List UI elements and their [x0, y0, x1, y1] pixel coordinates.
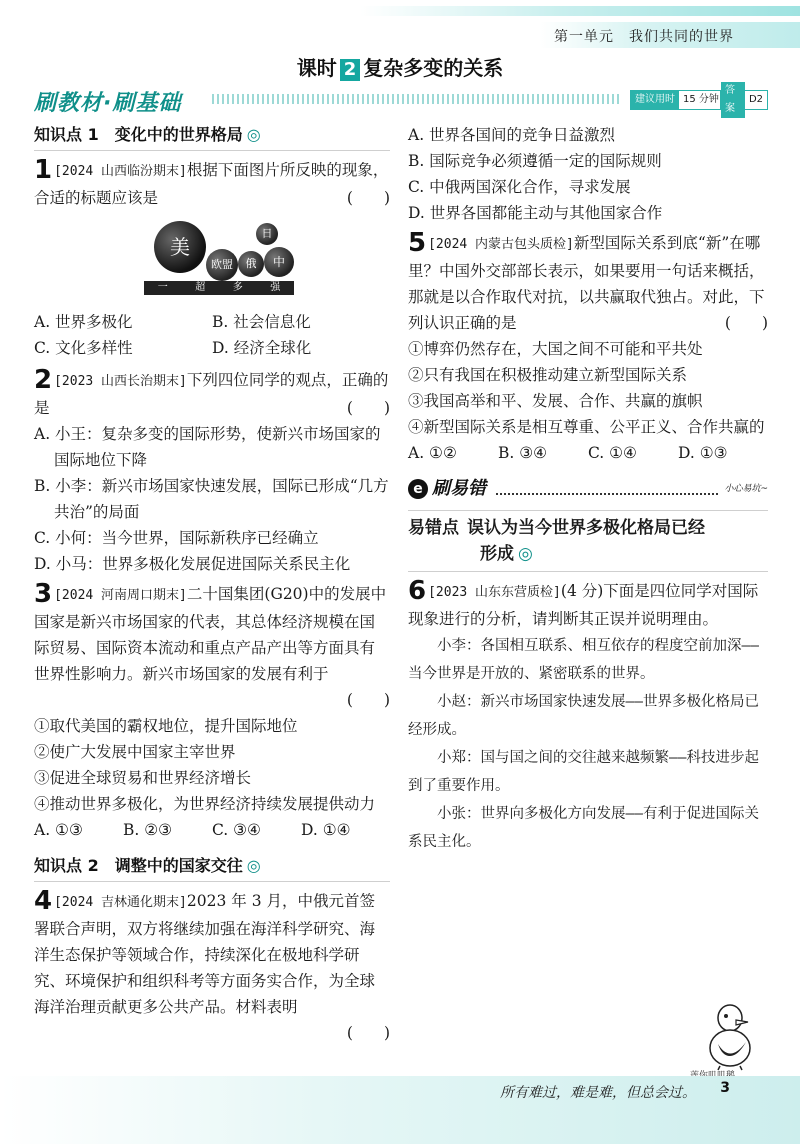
- top-decor-band: [0, 0, 800, 22]
- figure-ball-china: 中: [264, 247, 294, 277]
- option-c[interactable]: C. ①④: [588, 444, 637, 462]
- question-number: 2: [34, 365, 53, 395]
- option-a[interactable]: A. 世界多极化: [34, 313, 133, 331]
- knowledge-point-1: [34, 122, 390, 151]
- lesson-title: [0, 52, 800, 81]
- figure-ball-japan: 日: [256, 223, 278, 245]
- shelf-char: 多: [232, 282, 243, 293]
- option-a[interactable]: A. ①③: [34, 821, 83, 839]
- section-banner: [34, 85, 768, 116]
- answer-value: D2: [748, 94, 763, 105]
- answer-blank: ( ): [724, 314, 768, 332]
- option-c[interactable]: C. 小何：当今世界，国际新秩序已经确立: [34, 529, 319, 547]
- question-4-options: [408, 122, 768, 226]
- statement-2: ②只有我国在积极推动建立新型国际关系: [408, 366, 688, 384]
- question-5: [408, 230, 768, 466]
- question-number: 4: [34, 886, 53, 916]
- option-row: [34, 817, 390, 843]
- question-4: [34, 888, 390, 1046]
- brand-label: 刷教材·刷基础: [34, 91, 182, 116]
- option-row: [34, 309, 390, 335]
- statement-3: ③我国高举和平、发展、合作、共赢的旗帜: [408, 392, 703, 410]
- question-stem: 根据下面图片所反映的现象，合适的标题应该是: [34, 161, 389, 207]
- statement-4: ④推动世界多极化，为世界经济持续发展提供动力: [34, 795, 376, 813]
- option-a[interactable]: A. 小王：复杂多变的国际形势，使新兴市场国家的国际地位下降: [34, 425, 381, 469]
- question-6: [408, 578, 768, 856]
- option-row: [408, 440, 768, 466]
- target-icon: ◎: [246, 125, 261, 144]
- option-d[interactable]: D. 经济全球化: [212, 339, 312, 357]
- shelf-char: 强: [270, 282, 281, 293]
- left-column: [34, 122, 390, 1046]
- answer-blank: ( ): [346, 399, 390, 417]
- time-value: 15 分钟: [683, 94, 719, 105]
- question-source: [2023 山东东营质检]: [428, 585, 561, 600]
- question-number: 3: [34, 579, 53, 609]
- statement-3: ③促进全球贸易和世界经济增长: [34, 769, 252, 787]
- multipolar-figure: [144, 221, 294, 301]
- option-c[interactable]: C. 中俄两国深化合作，寻求发展: [408, 178, 631, 196]
- question-stem: 2023 年 3 月，中俄元首签署联合声明，双方将继续加强在海洋科学研究、海洋生态保护等领域合作，持续深化在极地科学研究、环境保护和组织科考等方面务实合作，为全球海洋治理贡献更多公共产品。材料表明: [34, 892, 376, 1016]
- figure-shelf: [144, 281, 294, 295]
- lesson-number: 2: [340, 59, 361, 81]
- easy-mistake-banner: [408, 476, 768, 502]
- option-d[interactable]: D. 小马：世界多极化发展促进国际关系民主化: [34, 555, 351, 573]
- banner-stripes: [212, 94, 622, 104]
- kp2-label: 知识点 2 调整中的国家交往: [34, 856, 243, 875]
- knowledge-point-2: [34, 853, 390, 882]
- option-row: [34, 335, 390, 361]
- shelf-char: 一: [157, 282, 168, 293]
- question-stem: 新型国际关系到底“新”在哪里？中国外交部部长表示，如果要用一句话来概括，那就是以合作取代对抗，以共赢取代独占。对此，下列认识正确的是: [408, 234, 765, 332]
- option-c[interactable]: C. 文化多样性: [34, 339, 133, 357]
- statement-1: ①取代美国的霸权地位，提升国际地位: [34, 717, 298, 735]
- duck-mascot-icon: [700, 1000, 760, 1072]
- answer-box: [720, 85, 768, 114]
- opinion-zhao: 小赵：新兴市场国家快速发展——世界多极化格局已经形成。: [408, 694, 759, 738]
- question-source: [2024 山西临汾期末]: [54, 164, 187, 179]
- statement-1: ①博弈仍然存在，大国之间不可能和平共处: [408, 340, 703, 358]
- option-b[interactable]: B. 小李：新兴市场国家快速发展，国际已形成“几方共治”的局面: [34, 477, 389, 521]
- option-a[interactable]: A. 世界各国间的竞争日益激烈: [408, 126, 616, 144]
- right-column: [408, 122, 768, 856]
- question-score: (4 分): [560, 582, 604, 600]
- question-number: 5: [408, 228, 427, 258]
- answer-blank: ( ): [346, 1024, 390, 1042]
- kp1-label: 知识点 1 变化中的世界格局: [34, 125, 243, 144]
- question-source: [2024 内蒙古包头质检]: [428, 237, 574, 252]
- option-d[interactable]: D. ①④: [301, 821, 351, 839]
- target-icon: ◎: [518, 544, 533, 564]
- question-source: [2024 河南周口期末]: [54, 588, 187, 603]
- question-number: 1: [34, 155, 53, 185]
- question-1: [34, 157, 390, 361]
- page-number: 3: [720, 1080, 730, 1096]
- shelf-char: 超: [195, 282, 206, 293]
- question-source: [2023 山西长治期末]: [54, 374, 187, 389]
- suggested-time-box: [630, 90, 724, 110]
- easy-label: 刷易错: [432, 478, 486, 499]
- question-stem: 下列四位同学的观点，正确的是: [34, 371, 389, 417]
- error-point-prefix: 易错点: [408, 518, 459, 538]
- option-b[interactable]: B. 社会信息化: [212, 313, 311, 331]
- opinion-zhang: 小张：世界向多极化方向发展——有利于促进国际关系民主化。: [408, 806, 759, 850]
- easy-note: 小心易坑~: [724, 484, 768, 494]
- figure-ball-russia: 俄: [238, 251, 264, 277]
- question-stem: 下面是四位同学对国际现象进行的分析，请判断其正误并说明理由。: [408, 582, 759, 628]
- opinion-zheng: 小郑：国与国之间的交往越来越频繁——科技进步起到了重要作用。: [408, 750, 759, 794]
- lesson-prefix: 课时: [296, 56, 337, 80]
- opinion-li: 小李：各国相互联系、相互依存的程度空前加深——当今世界是开放的、紧密联系的世界。: [408, 638, 759, 682]
- answer-label: 答案: [721, 82, 745, 118]
- figure-ball-eu: 欧盟: [206, 249, 238, 281]
- option-d[interactable]: D. ①③: [678, 444, 728, 462]
- time-label: 建议用时: [631, 91, 679, 109]
- question-3: [34, 581, 390, 843]
- footer-motto: 所有难过，难是难，但总会过。: [500, 1085, 696, 1101]
- lesson-name: 复杂多变的关系: [363, 56, 504, 80]
- option-b[interactable]: B. ②③: [123, 821, 173, 839]
- error-point-text-a: 误认为当今世界多极化格局已经: [467, 518, 705, 538]
- target-icon: ◎: [246, 856, 261, 875]
- error-point-text-b: 形成: [480, 544, 514, 564]
- error-point-title: [408, 510, 768, 572]
- question-source: [2024 吉林通化期末]: [54, 895, 187, 910]
- question-number: 6: [408, 576, 427, 606]
- unit-label: 第一单元 我们共同的世界: [554, 29, 734, 45]
- e-badge-icon: e: [408, 479, 428, 499]
- question-2: [34, 367, 390, 577]
- dotted-line: [496, 483, 718, 495]
- answer-blank: ( ): [346, 691, 390, 709]
- footer-band: [0, 1076, 800, 1144]
- option-a[interactable]: A. ①②: [408, 444, 457, 462]
- answer-blank: ( ): [346, 189, 390, 207]
- option-b[interactable]: B. 国际竞争必须遵循一定的国际规则: [408, 152, 662, 170]
- statement-4: ④新型国际关系是相互尊重、公平正义、合作共赢的: [408, 418, 765, 436]
- statement-2: ②使广大发展中国家主宰世界: [34, 743, 236, 761]
- option-b[interactable]: B. ③④: [498, 444, 548, 462]
- option-c[interactable]: C. ③④: [212, 821, 261, 839]
- question-stem: 二十国集团(G20)中的发展中国家是新兴市场国家的代表，其总体经济规模在国际贸易、国际资本流动和重点产品产出等方面具有世界性影响力。新兴市场国家的发展有利于: [34, 585, 387, 683]
- option-d[interactable]: D. 世界各国都能主动与其他国家合作: [408, 204, 663, 222]
- figure-ball-usa: 美: [154, 221, 206, 273]
